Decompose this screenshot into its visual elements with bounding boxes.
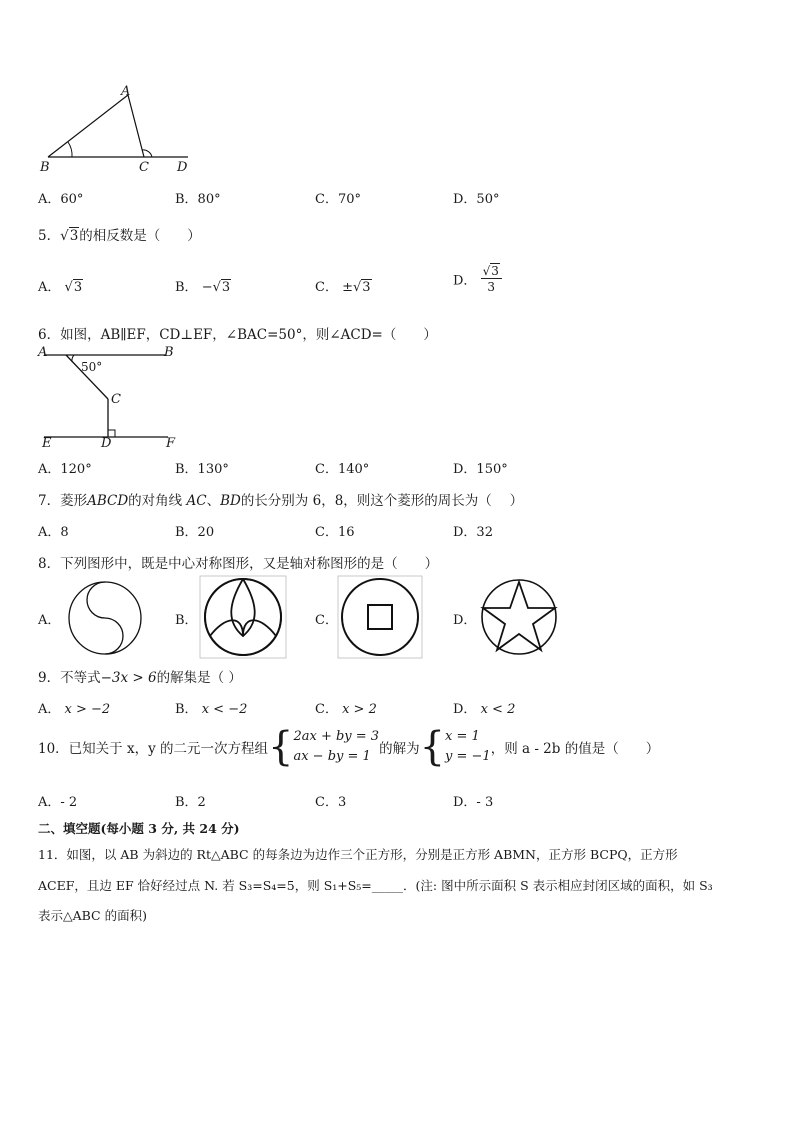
q9-stem: 9．不等式−3x > 6的解集是（ ） [38,670,242,686]
q10-option-c[interactable]: C．3 [315,795,347,810]
fig4-label-a: A [121,84,131,99]
q10-option-d[interactable]: D．- 3 [453,795,494,810]
fig4-label-d: D [177,160,188,175]
fig6-label-f: F [166,436,176,451]
q4-option-c[interactable]: C．70° [315,192,361,207]
q7-option-b[interactable]: B．20 [175,525,215,540]
q8-option-b-label[interactable]: B． [175,613,198,628]
q10-stem: 10．已知关于 x，y 的二元一次方程组{2ax + by = 3 ax − by = 1 的解为{x = 1 y = −1，则 a - 2b 的值是（ ） [38,724,660,770]
q5-stem: 5．√3的相反数是（ ） [38,228,201,244]
q9-option-d[interactable]: D． x < 2 [453,702,516,717]
q10-system-brace: { [268,724,294,770]
fig4-label-b: B [40,160,50,175]
q7-option-a[interactable]: A．8 [38,525,69,540]
q8-option-c-label[interactable]: C． [315,613,338,628]
q10-option-b[interactable]: B．2 [175,795,206,810]
q5-option-d-fraction: $\frac{√3}{3}$ [481,265,502,293]
q8-stem: 8．下列图形中，既是中心对称图形，又是轴对称图形的是（ ） [38,556,439,572]
q5-option-b[interactable]: B． −√3 [175,280,231,295]
q5-option-c[interactable]: C． ±√3 [315,280,371,295]
q11-line-2: ACEF，且边 EF 恰好经过点 N. 若 S₃=S₄=5，则 S₁+S₅=_____．(注: 图中所示面积 S 表示相应封闭区域的面积，如 S₃ [38,878,713,893]
q6-option-d[interactable]: D．150° [453,462,508,477]
three-arc-circle-icon[interactable] [200,576,286,658]
q6-stem: 6．如图，AB∥EF，CD⊥EF，∠BAC=50°，则∠ACD=（ ） [38,327,437,343]
q8-option-d-label[interactable]: D． [453,613,477,628]
fig6-label-e: E [42,436,52,451]
q4-option-d[interactable]: D．50° [453,192,500,207]
q10-option-a[interactable]: A．- 2 [38,795,78,810]
triangle-figure-q4 [38,80,198,180]
q5-option-d[interactable]: D． $\frac{√3}{3}$ [453,265,502,293]
fig6-label-c: C [111,392,121,407]
fig6-label-a: A [38,345,48,360]
fig6-label-b: B [164,345,174,360]
q9-option-b[interactable]: B． x < −2 [175,702,248,717]
coin-square-circle-icon[interactable] [338,576,422,658]
fig6-label-d: D [101,436,112,451]
q7-option-c[interactable]: C．16 [315,525,355,540]
q6-option-a[interactable]: A．120° [38,462,92,477]
section-heading-fill-in-blanks: 二、填空题(每小题 3 分, 共 24 分) [38,821,240,836]
q5-option-a[interactable]: A． √3 [38,280,83,295]
q10-solution-brace: { [419,724,446,770]
q9-option-a[interactable]: A． x > −2 [38,702,111,717]
q7-stem: 7．菱形ABCD的对角线 AC、BD的长分别为 6，8，则这个菱形的周长为（ ） [38,493,524,509]
fig4-label-c: C [139,160,149,175]
q4-option-b[interactable]: B．80° [175,192,221,207]
fig6-angle-label: 50° [81,360,103,374]
q9-option-c[interactable]: C． x > 2 [315,702,377,717]
q11-line-3: 表示△ABC 的面积) [38,908,147,923]
star-in-circle-icon[interactable] [479,578,559,656]
q10-equation-system: 2ax + by = 3 ax − by = 1 [293,729,380,764]
q8-option-a-label[interactable]: A． [38,613,61,628]
yin-yang-circle-icon[interactable] [65,580,145,656]
q10-solution-system: x = 1 y = −1 [445,729,491,764]
q11-line-1: 11．如图，以 AB 为斜边的 Rt△ABC 的每条边为边作三个正方形，分别是正方形 ABMN，正方形 BCPQ，正方形 [38,847,678,862]
q6-option-c[interactable]: C．140° [315,462,370,477]
q4-option-a[interactable]: A．60° [38,192,84,207]
q6-option-b[interactable]: B．130° [175,462,229,477]
q7-option-d[interactable]: D．32 [453,525,493,540]
